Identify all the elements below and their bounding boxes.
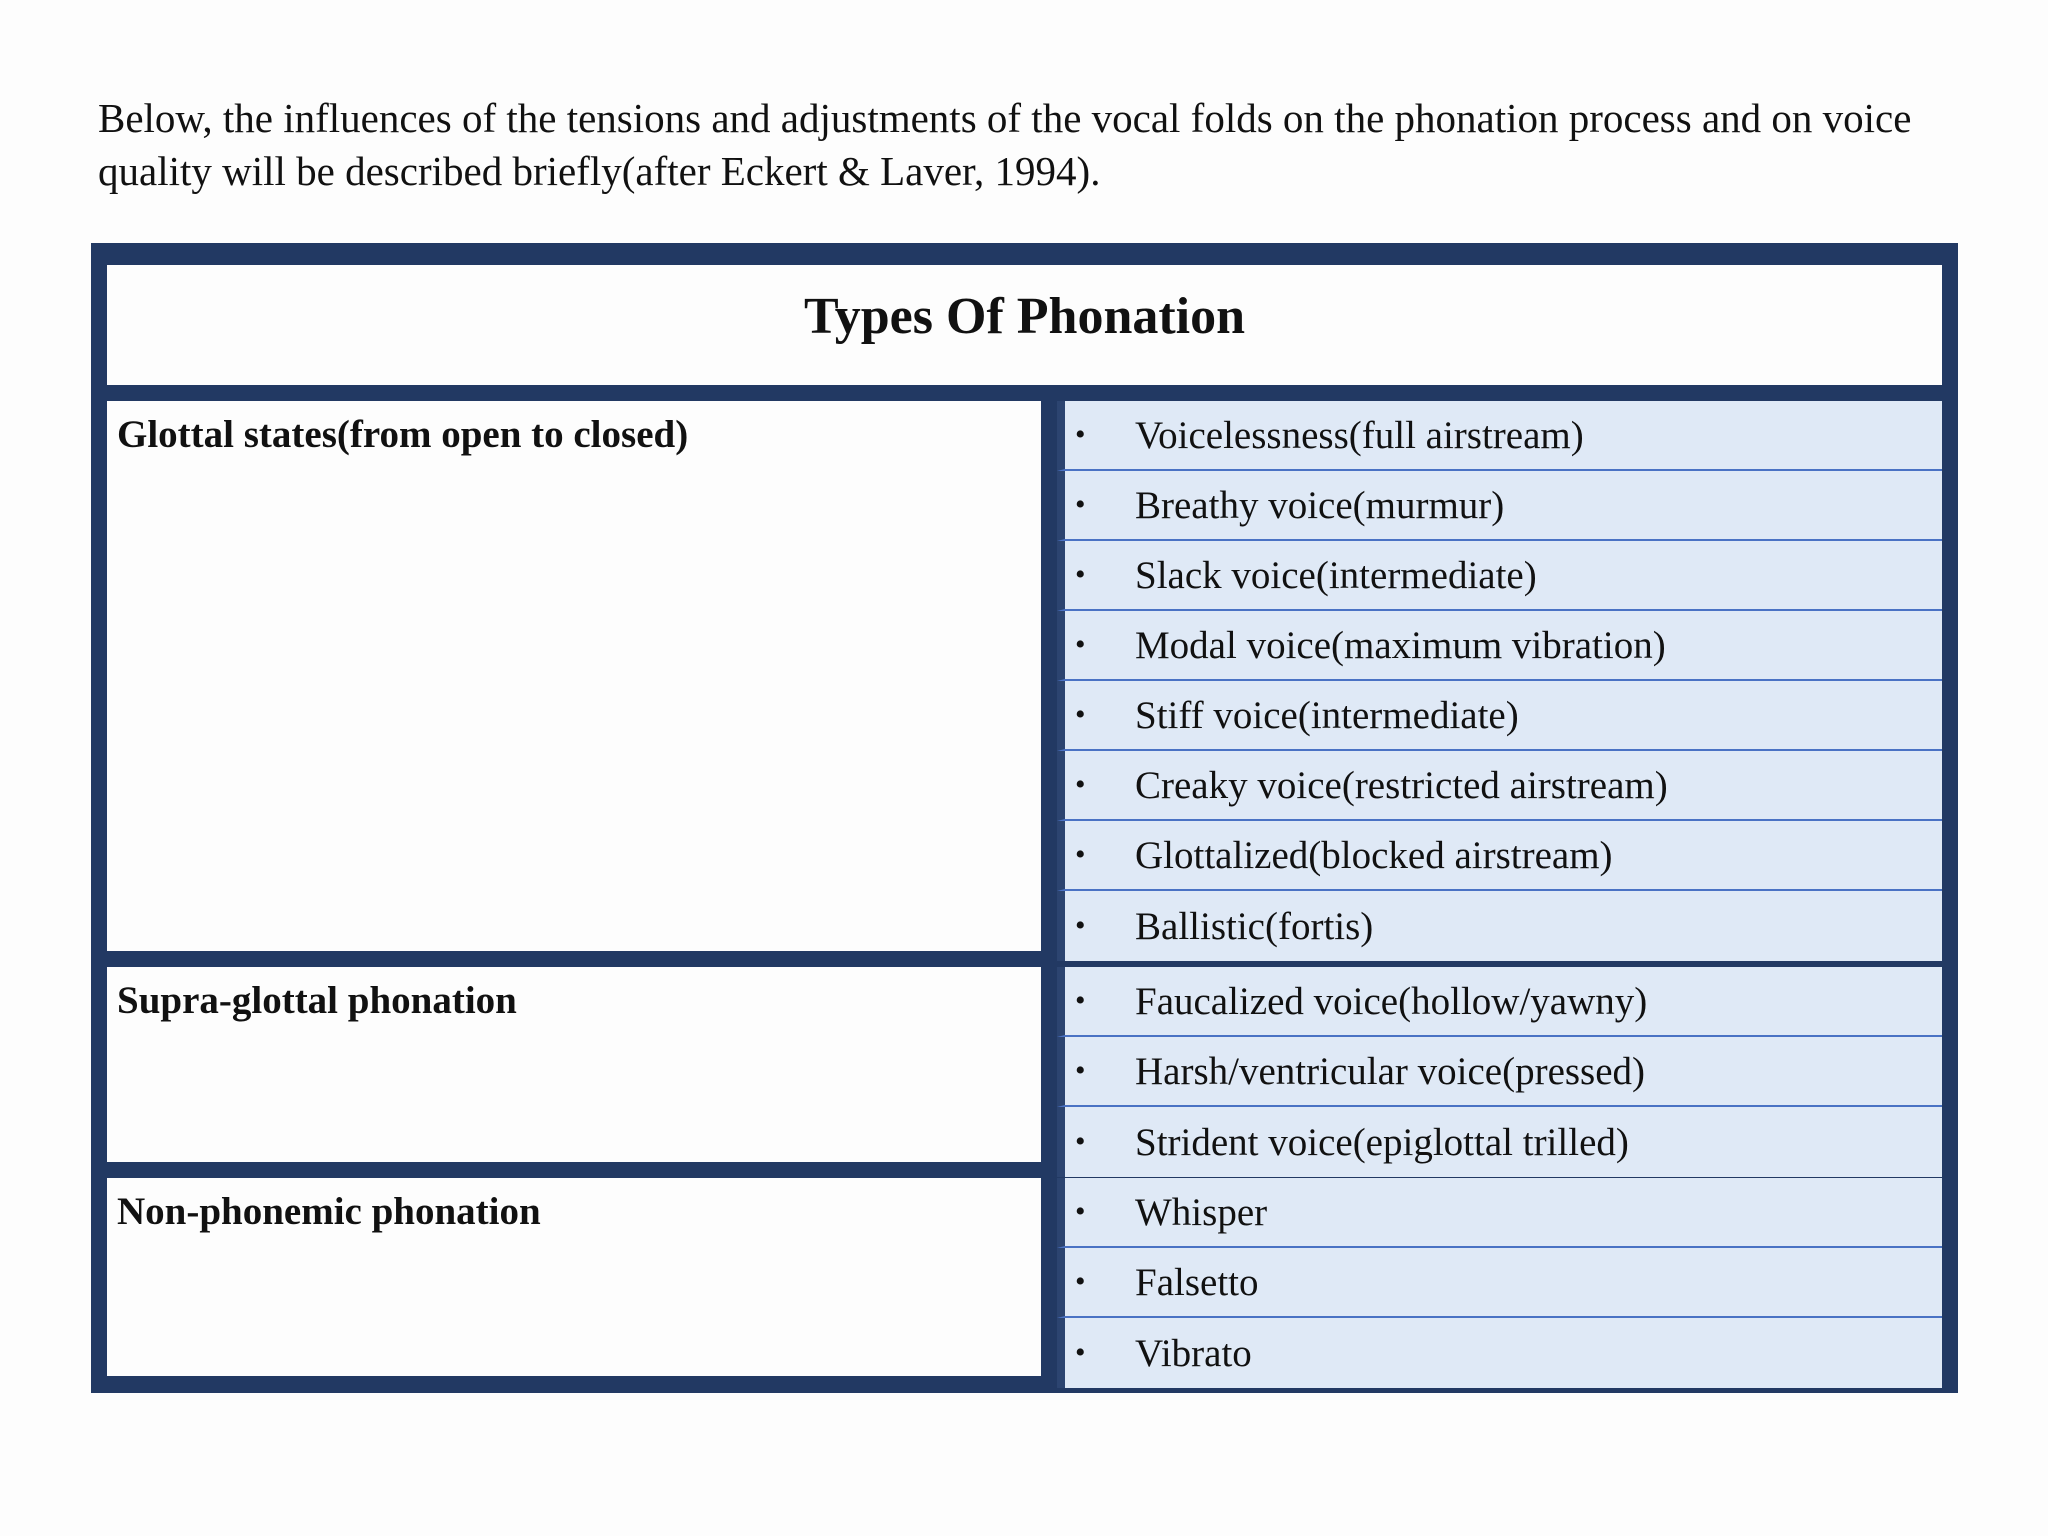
list-item <box>1057 471 1942 541</box>
list-item-label: Vibrato <box>1135 1331 1252 1375</box>
bullet-icon: • <box>1075 488 1086 521</box>
category-label: Supra-glottal phonation <box>117 979 517 1022</box>
bullet-icon: • <box>1075 558 1086 591</box>
list-item-label: Glottalized(blocked airstream) <box>1135 833 1613 877</box>
category-cell-glottal <box>107 401 1041 951</box>
list-item <box>1057 751 1942 821</box>
category-label: Glottal states(from open to closed) <box>117 413 689 456</box>
list-item <box>1057 1248 1942 1318</box>
bullet-icon: • <box>1075 1125 1086 1158</box>
list-item-label: Voicelessness(full airstream) <box>1135 413 1584 457</box>
list-item-label: Slack voice(intermediate) <box>1135 553 1537 597</box>
items-supra-glottal <box>1057 967 1942 1177</box>
list-item <box>1057 681 1942 751</box>
category-cell-supra-glottal <box>107 967 1041 1162</box>
list-item-label: Falsetto <box>1135 1260 1259 1304</box>
list-item <box>1057 967 1942 1037</box>
category-cell-non-phonemic <box>107 1178 1041 1376</box>
intro-paragraph: Below, the influences of the tensions and adjustments of the vocal folds on the phonation process and on voice quality will be described briefly(after Eckert & Laver, 1994). <box>98 95 1912 194</box>
list-item-label: Creaky voice(restricted airstream) <box>1135 763 1668 807</box>
list-item-label: Stiff voice(intermediate) <box>1135 693 1519 737</box>
table-title-cell <box>107 265 1942 385</box>
list-item <box>1057 821 1942 891</box>
bullet-icon: • <box>1075 1265 1086 1298</box>
list-item <box>1057 541 1942 611</box>
bullet-icon: • <box>1075 909 1086 942</box>
bullet-icon: • <box>1075 628 1086 661</box>
bullet-icon: • <box>1075 1195 1086 1228</box>
items-non-phonemic <box>1057 1178 1942 1388</box>
list-item <box>1057 891 1942 961</box>
bullet-icon: • <box>1075 418 1086 451</box>
bullet-icon: • <box>1075 768 1086 801</box>
list-item <box>1057 401 1942 471</box>
list-item-label: Breathy voice(murmur) <box>1135 483 1505 527</box>
list-item <box>1057 1037 1942 1107</box>
bullet-icon: • <box>1075 698 1086 731</box>
list-item-label: Whisper <box>1135 1190 1268 1234</box>
phonation-table <box>91 243 1958 1393</box>
bullet-icon: • <box>1075 838 1086 871</box>
category-label: Non-phonemic phonation <box>117 1190 541 1233</box>
bullet-icon: • <box>1075 1054 1086 1087</box>
list-item <box>1057 1318 1942 1388</box>
list-item <box>1057 1178 1942 1248</box>
list-item-label: Ballistic(fortis) <box>1135 904 1374 948</box>
bullet-icon: • <box>1075 984 1086 1017</box>
list-item-label: Harsh/ventricular voice(pressed) <box>1135 1049 1646 1093</box>
list-item-label: Faucalized voice(hollow/yawny) <box>1135 979 1648 1023</box>
list-item <box>1057 611 1942 681</box>
list-item-label: Modal voice(maximum vibration) <box>1135 623 1666 667</box>
list-item <box>1057 1107 1942 1177</box>
bullet-icon: • <box>1075 1336 1086 1369</box>
table-title: Types Of Phonation <box>803 288 1246 345</box>
items-glottal <box>1057 401 1942 961</box>
list-item-label: Strident voice(epiglottal trilled) <box>1135 1120 1629 1164</box>
